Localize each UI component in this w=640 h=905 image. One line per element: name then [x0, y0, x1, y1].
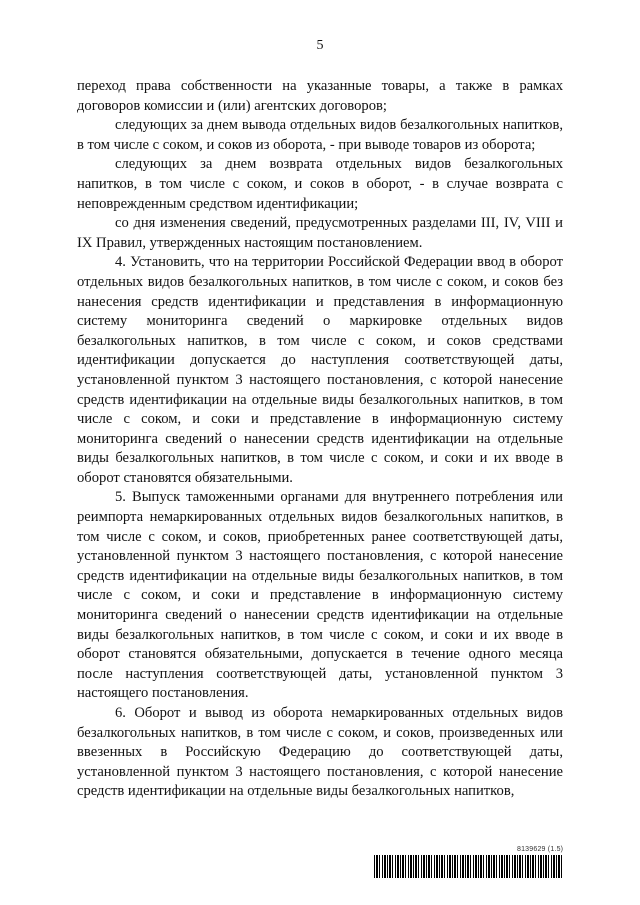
paragraph-clause-6: 6. Оборот и вывод из оборота немаркированных отдельных видов безалкогольных напитков, в том числе с соком, и соков, произведенных или ввезенных в Российскую Федерацию до соответствующей даты, установленной пунктом 3 настоящего постановления, с которой нанесение средств идентификации на отдельные виды безалкогольных напитков, [77, 705, 563, 800]
paragraph-continuation: переход права собственности на указанные товары, а также в рамках договоров комиссии и (или) агентских договоров; [77, 78, 563, 114]
paragraph-return: следующих за днем возврата отдельных видов безалкогольных напитков, в том числе с соком, и соков в оборот, - в случае возврата с неповрежденным средством идентификации; [77, 156, 563, 212]
barcode [374, 855, 563, 878]
paragraph-clause-4: 4. Установить, что на территории Российской Федерации ввод в оборот отдельных видов безалкогольных напитков, в том числе с соком, и соков без нанесения средств идентификации и представления в информационную систему мониторинга сведений о маркировке отдельных видов безалкогольных напитков, в том числе с соком, и соков средствами идентификации допускается до наступления соответствующей даты, установленной пунктом 3 настоящего постановления, с которой нанесение средств идентификации на отдельные виды безалкогольных напитков, в том числе с соком, и соки и представление в информационную систему мониторинга сведений о нанесении средств идентификации на отдельные виды безалкогольных напитков, в том числе с соком, и соки и их вводе в оборот становятся обязательными. [77, 254, 563, 486]
document-body [77, 77, 563, 802]
paragraph-clause-5: 5. Выпуск таможенными органами для внутреннего потребления или реимпорта немаркированных отдельных видов безалкогольных напитков, в том числе с соком, и соков, приобретенных ранее соответствующей даты, установленной пунктом 3 настоящего постановления, с которой нанесение средств идентификации на отдельные виды безалкогольных напитков, в том числе с соком, и соки и представление в информационную систему мониторинга сведений о нанесении средств идентификации на отдельные виды безалкогольных напитков, в том числе с соком, и соки и их вводе в оборот становятся обязательными, допускается в течение одного месяца после наступления соответствующей даты, установленной пунктом 3 настоящего постановления. [77, 489, 563, 702]
page-number: 5 [316, 38, 324, 53]
document-code: 8139629 (1.5) [517, 846, 564, 853]
paragraph-change-of-data: со дня изменения сведений, предусмотренных разделами III, IV, VIII и IX Правил, утвержденных настоящим постановлением. [77, 215, 563, 251]
paragraph-withdrawal: следующих за днем вывода отдельных видов безалкогольных напитков, в том числе с соком, и соков из оборота, - при выводе товаров из оборота; [77, 117, 563, 153]
